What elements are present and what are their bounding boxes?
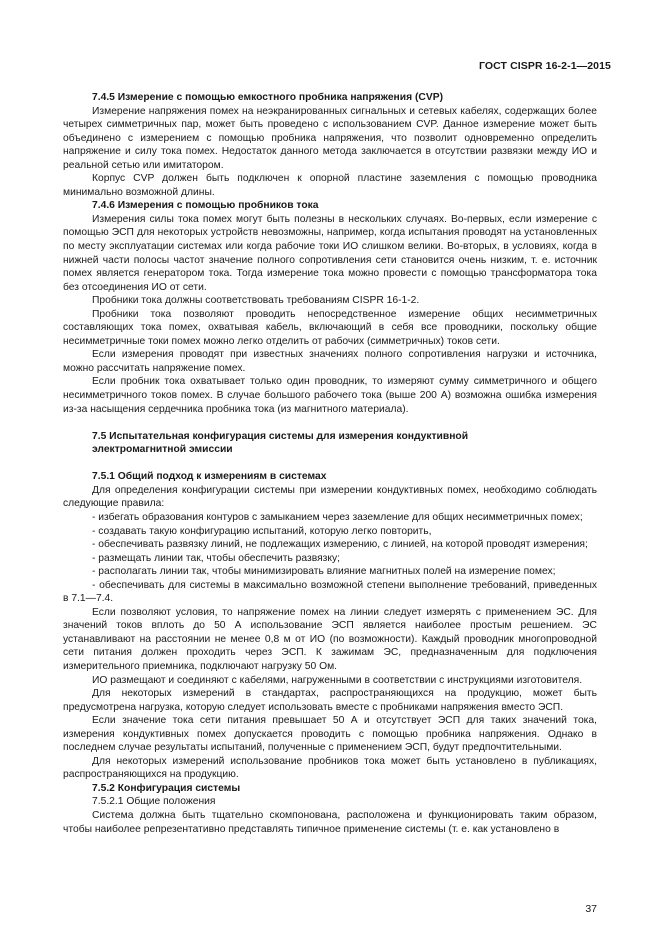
paragraph: Измерения силы тока помех могут быть полезны в нескольких случаях. Во-первых, если измерение с помощью ЭСП для некоторых устройств невозможны, например, когда испытания проводят на установленных по месту эксплуатации системах или когда рабочие токи ИО слишком велики. Во-вторых, в условиях, когда в нижней части полосы частот значение полного сопротивления сети становится очень низким, т. е. источник помех является генератором тока. Тогда измерение тока можно провести с помощью трансформатора тока без отсоединения ИО от сети.	[63, 213, 597, 293]
paragraph: Если пробник тока охватывает только один проводник, то измеряют сумму симметричного и общего несимметричного токов помех. В случае большого рабочего тока (выше 200 А) возможна ошибка измерения из-за насыщения сердечника пробника тока (из магнитного материала).	[63, 376, 597, 415]
paragraph: Система должна быть тщательно скомпонована, расположена и функционировать таким образом, чтобы наиболее репрезентативно представлять типичное применение системы (т. е. как установлено в	[63, 809, 597, 835]
list-item: - избегать образования контуров с замыканием через заземление для общих несимметричных помех;	[92, 511, 583, 523]
paragraph: Если позволяют условия, то напряжение помех на линии следует измерять с применением ЭС. Для значений токов вплоть до 50 А использование ЭСП является наиболее простым решением. ЭС устанавливают на расстоянии не менее 0,8 м от ИО (по возможности). Каждый проводник многопроводной сети питания должен проходить через ЭСП. К зажимам ЭС, предназначенным для подключения измерительного приемника, подключают нагрузку 50 Ом.	[63, 606, 597, 672]
section-7-4-6-title: 7.4.6 Измерения с помощью пробников тока	[92, 200, 319, 212]
list-item: - создавать такую конфигурацию испытаний, которую легко повторить,	[92, 525, 432, 537]
paragraph: Пробники тока позволяют проводить непосредственное измерение общих несимметричных составляющих тока помех, охватывая кабель, включающий в себя все проводники, поскольку общие несимметричные токи помех можно легко отделить от рабочих (симметричных) токов сети.	[63, 308, 597, 347]
list-item: - размещать линии так, чтобы обеспечить развязку;	[92, 552, 341, 564]
section-7-4-5-title: 7.4.5 Измерение с помощью емкостного пробника напряжения (CVP)	[92, 92, 444, 103]
document-header: ГОСТ CISPR 16-2-1—2015	[478, 60, 611, 72]
paragraph: ИО размещают и соединяют с кабелями, нагруженными в соответствии с инструкциями изготовителя.	[92, 674, 583, 686]
paragraph: Если значение тока сети питания превышает 50 А и отсутствует ЭСП для таких значений тока, измерения кондуктивных помех допускается проводить с помощью пробника напряжения. Однако в последнем случае результаты испытаний, полученные с применением ЭСП, будут предпочтительными.	[63, 715, 597, 754]
paragraph: Для некоторых измерений использование пробников тока может быть установлено в публикациях, распространяющихся на продукцию.	[63, 755, 597, 781]
section-7-5-title-line2: электромагнитной эмиссии	[92, 444, 233, 456]
list-item: - обеспечивать развязку линий, не подлежащих измерению, с линией, на которой проводят измерения;	[92, 539, 588, 551]
paragraph: Если измерения проводят при известных значениях полного сопротивления нагрузки и источника, можно рассчитать напряжение помех.	[63, 349, 597, 374]
paragraph: Корпус CVP должен быть подключен к опорной пластине заземления с помощью проводника минимально возможной длины.	[63, 173, 597, 198]
paragraph: Пробники тока должны соответствовать требованиям CISPR 16-1-2.	[92, 295, 420, 307]
page-number: 37	[585, 903, 597, 915]
paragraph: Для определения конфигурации системы при измерении кондуктивных помех, необходимо соблюдать следующие правила:	[63, 484, 597, 510]
paragraph: Измерение напряжения помех на неэкранированных сигнальных и сетевых кабелях, содержащих более четырех симметричных пар, может быть проведено с использованием CVP. Данное измерение может быть объединено с измерением с помощью пробника напряжения, что позволит одновременно определить напряжение и силу тока помех. Недостаток данного метода заключается в отсутствии развязки между ИО и реальной сетью или имитатором.	[63, 105, 597, 171]
paragraph: Для некоторых измерений в стандартах, распространяющихся на продукцию, может быть предусмотрена нагрузка, которую следует использовать вместе с пробниками напряжения вместо ЭСП.	[63, 688, 597, 713]
section-7-5-2-1-title: 7.5.2.1 Общие положения	[92, 796, 216, 808]
document-body	[63, 91, 597, 836]
list-item: - располагать линии так, чтобы минимизировать влияние магнитных полей на измерение помех;	[92, 566, 556, 578]
section-7-5-2-title: 7.5.2 Конфигурация системы	[92, 782, 241, 794]
list-item: - обеспечивать для системы в максимально возможной степени выполнение требований, приведенных в 7.1—7.4.	[63, 579, 597, 605]
section-7-5-title-line1: 7.5 Испытательная конфигурация системы для измерения кондуктивной	[92, 430, 469, 442]
section-7-5-1-title: 7.5.1 Общий подход к измерениям в системах	[92, 471, 327, 483]
